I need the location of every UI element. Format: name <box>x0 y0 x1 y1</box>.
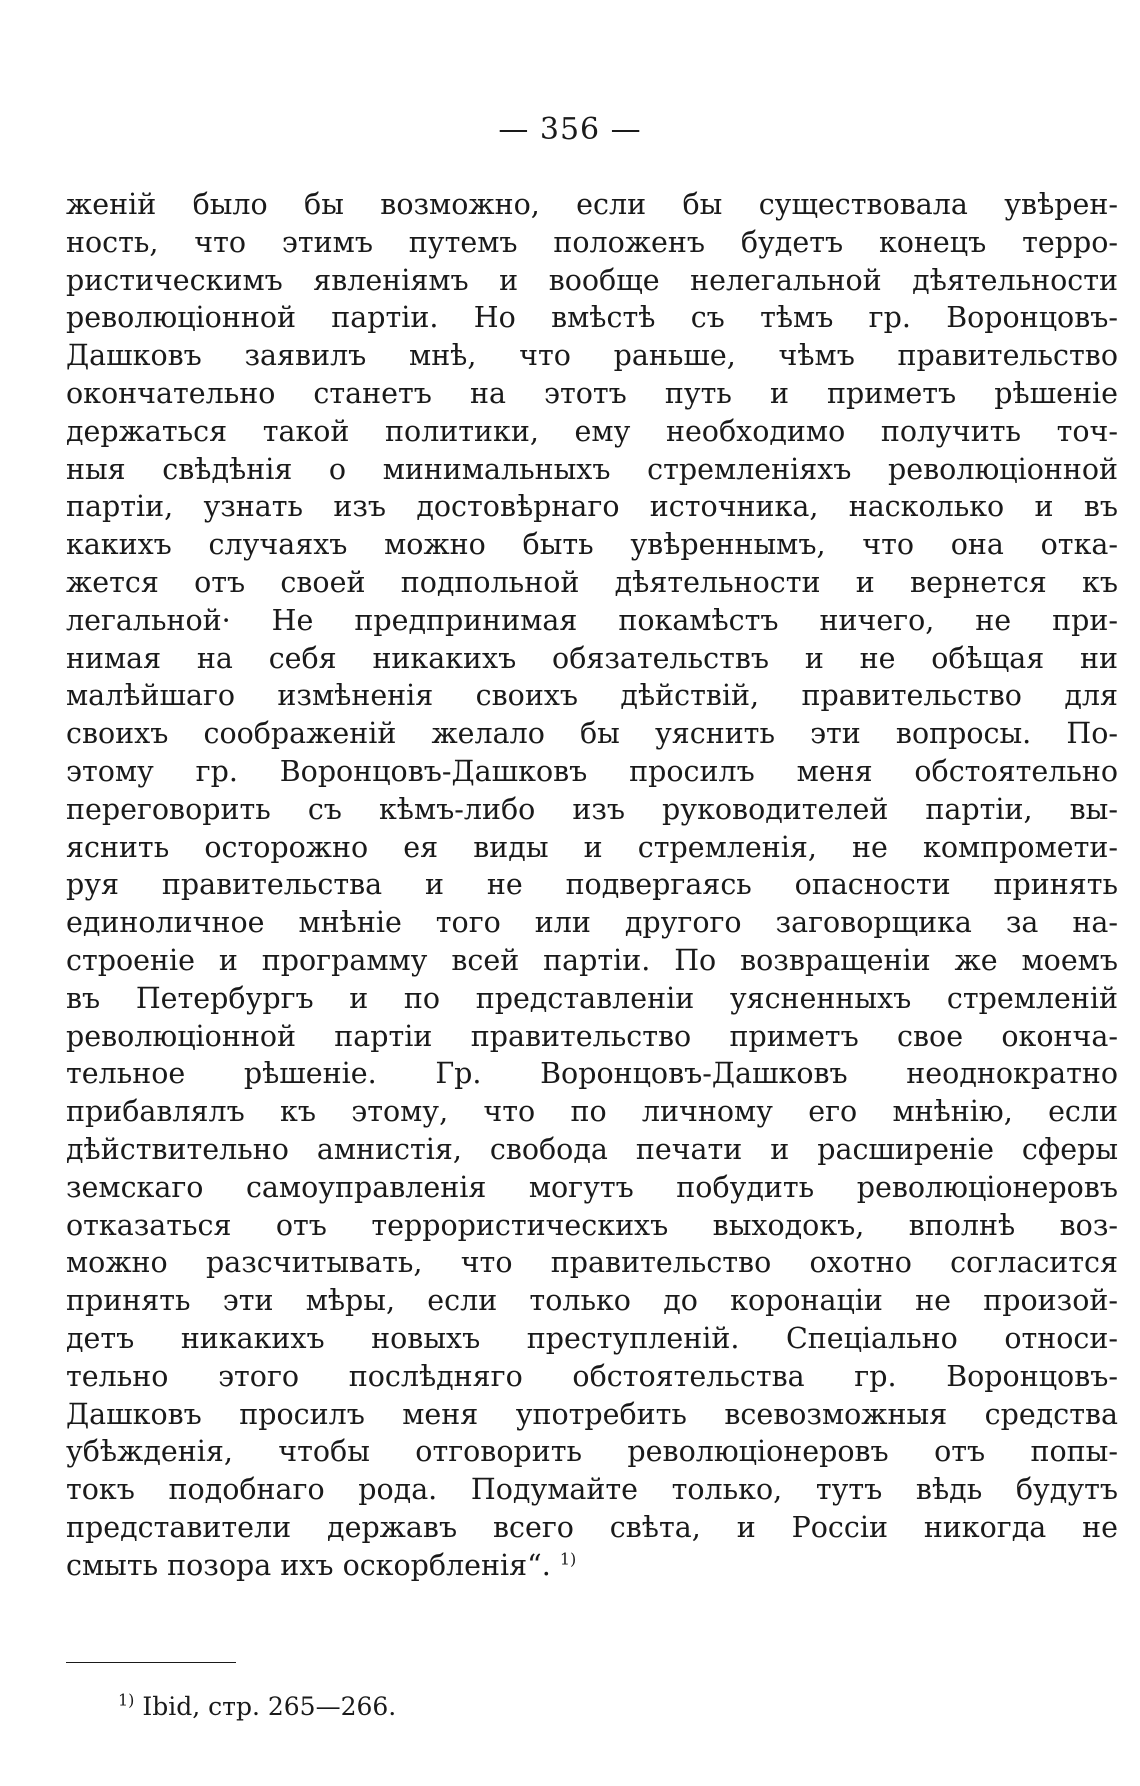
text-line-content: токъ подобнаго рода. Подумайте только, тутъ вѣдь будутъ <box>66 1473 1118 1507</box>
text-line-content: революціонной партіи. Но вмѣстѣ съ тѣмъ гр. Воронцовъ- <box>66 301 1118 335</box>
text-line <box>66 753 1118 791</box>
text-line-content: ристическимъ явленіямъ и вообще нелегальной дѣятельности <box>66 263 1118 297</box>
text-line-content: дѣйствительно амнистія, свобода печати и расширеніе сферы <box>66 1132 1118 1166</box>
page-number: — 356 — <box>498 112 642 147</box>
text-line-content: Дашковъ просилъ меня употребить всевозможныя средства <box>66 1397 1118 1431</box>
text-line-content: можно разсчитывать, что правительство охотно согласится <box>66 1246 1118 1280</box>
text-line <box>66 1358 1118 1396</box>
text-line-content: ность, что этимъ путемъ положенъ будетъ конецъ терро- <box>66 225 1118 259</box>
text-line-content: яснить осторожно ея виды и стремленія, не компромети- <box>66 830 1118 864</box>
text-line-content: убѣжденія, чтобы отговорить революціонеровъ отъ попы- <box>66 1435 1118 1469</box>
text-line-content: какихъ случаяхъ можно быть увѣреннымъ, что она отка- <box>66 528 1118 562</box>
text-line <box>66 224 1118 262</box>
text-line-content: женій было бы возможно, если бы существовала увѣрен- <box>66 188 1118 221</box>
text-line-content: единоличное мнѣніе того или другого заговорщика за на- <box>66 906 1118 940</box>
text-line <box>66 602 1118 640</box>
text-line-content: детъ никакихъ новыхъ преступленій. Спеціально относи- <box>66 1321 1118 1355</box>
text-line-content: представители державъ всего свѣта, и Россіи никогда не <box>66 1510 1118 1544</box>
text-line <box>66 488 1118 526</box>
text-line-content: тельное рѣшеніе. Гр. Воронцовъ-Дашковъ неоднократно <box>66 1057 1118 1091</box>
text-line <box>66 413 1118 451</box>
text-line-content: революціонной партіи правительство приметъ свое оконча- <box>66 1019 1118 1053</box>
text-line <box>66 791 1118 829</box>
text-line-content: малѣйшаго измѣненія своихъ дѣйствій, правительство для <box>66 679 1118 713</box>
text-line <box>66 677 1118 715</box>
text-line-content: держаться такой политики, ему необходимо получить точ- <box>66 414 1118 448</box>
text-line <box>66 564 1118 602</box>
text-line <box>66 1547 1118 1585</box>
footnote-reference: 1) <box>559 1549 577 1569</box>
text-line <box>66 1244 1118 1282</box>
text-line-content: переговорить съ кѣмъ-либо изъ руководителей партіи, вы- <box>66 792 1118 826</box>
text-line-content: ныя свѣдѣнія о минимальныхъ стремленіяхъ революціонной <box>66 452 1118 486</box>
text-line <box>66 1471 1118 1509</box>
text-line <box>66 526 1118 564</box>
text-line <box>66 829 1118 867</box>
text-line <box>66 1131 1118 1169</box>
text-line <box>66 375 1118 413</box>
text-line <box>66 904 1118 942</box>
text-line <box>66 980 1118 1018</box>
footnote <box>118 1690 396 1724</box>
text-line <box>66 1320 1118 1358</box>
footnote-text: Ibid, стр. 265—266. <box>142 1692 397 1721</box>
text-line-content: тельно этого послѣдняго обстоятельства гр. Воронцовъ- <box>66 1359 1118 1393</box>
text-line-content: партіи, узнать изъ достовѣрнаго источника, насколько и въ <box>66 490 1118 524</box>
text-line-content: смыть позора ихъ оскорбленія“. <box>66 1548 551 1582</box>
text-line <box>66 186 1118 224</box>
text-line <box>66 1018 1118 1056</box>
text-line <box>66 942 1118 980</box>
text-line <box>66 1207 1118 1245</box>
text-line-content: земскаго самоуправленія могутъ побудить революціонеровъ <box>66 1170 1118 1204</box>
body-text <box>66 186 1118 1584</box>
text-line-content: Дашковъ заявилъ мнѣ, что раньше, чѣмъ правительство <box>66 339 1118 373</box>
text-line-content: принять эти мѣры, если только до коронаціи не произой- <box>66 1284 1118 1318</box>
text-line <box>66 1055 1118 1093</box>
text-line-content: своихъ соображеній желало бы уяснить эти вопросы. По- <box>66 717 1118 751</box>
text-line-content: руя правительства и не подвергаясь опасности принять <box>66 868 1118 902</box>
text-line <box>66 1282 1118 1320</box>
text-line-content: прибавлялъ къ этому, что по личному его мнѣнію, если <box>66 1095 1118 1129</box>
text-line <box>66 299 1118 337</box>
text-line-content: окончательно станетъ на этотъ путь и приметъ рѣшеніе <box>66 376 1118 410</box>
text-line-content: нимая на себя никакихъ обязательствъ и не обѣщая ни <box>66 641 1118 675</box>
footnote-divider <box>66 1662 236 1663</box>
text-line <box>66 1093 1118 1131</box>
text-line-content: въ Петербургъ и по представленіи уясненныхъ стремленій <box>66 981 1118 1015</box>
footnote-marker: 1) <box>118 1690 135 1710</box>
text-line <box>66 715 1118 753</box>
text-line <box>66 1509 1118 1547</box>
text-line <box>66 337 1118 375</box>
text-line <box>66 1169 1118 1207</box>
text-line-content: жется отъ своей подпольной дѣятельности и вернется къ <box>66 565 1118 599</box>
text-line <box>66 866 1118 904</box>
text-line <box>66 640 1118 678</box>
text-line-content: этому гр. Воронцовъ-Дашковъ просилъ меня обстоятельно <box>66 754 1118 788</box>
text-line <box>66 1396 1118 1434</box>
text-line-content: легальной· Не предпринимая покамѣстъ ничего, не при- <box>66 603 1118 637</box>
text-line-content: отказаться отъ террористическихъ выходокъ, вполнѣ воз- <box>66 1208 1118 1242</box>
text-line <box>66 451 1118 489</box>
text-line-content: строеніе и программу всей партіи. По возвращеніи же моемъ <box>66 943 1118 977</box>
text-line <box>66 262 1118 300</box>
text-line <box>66 1433 1118 1471</box>
